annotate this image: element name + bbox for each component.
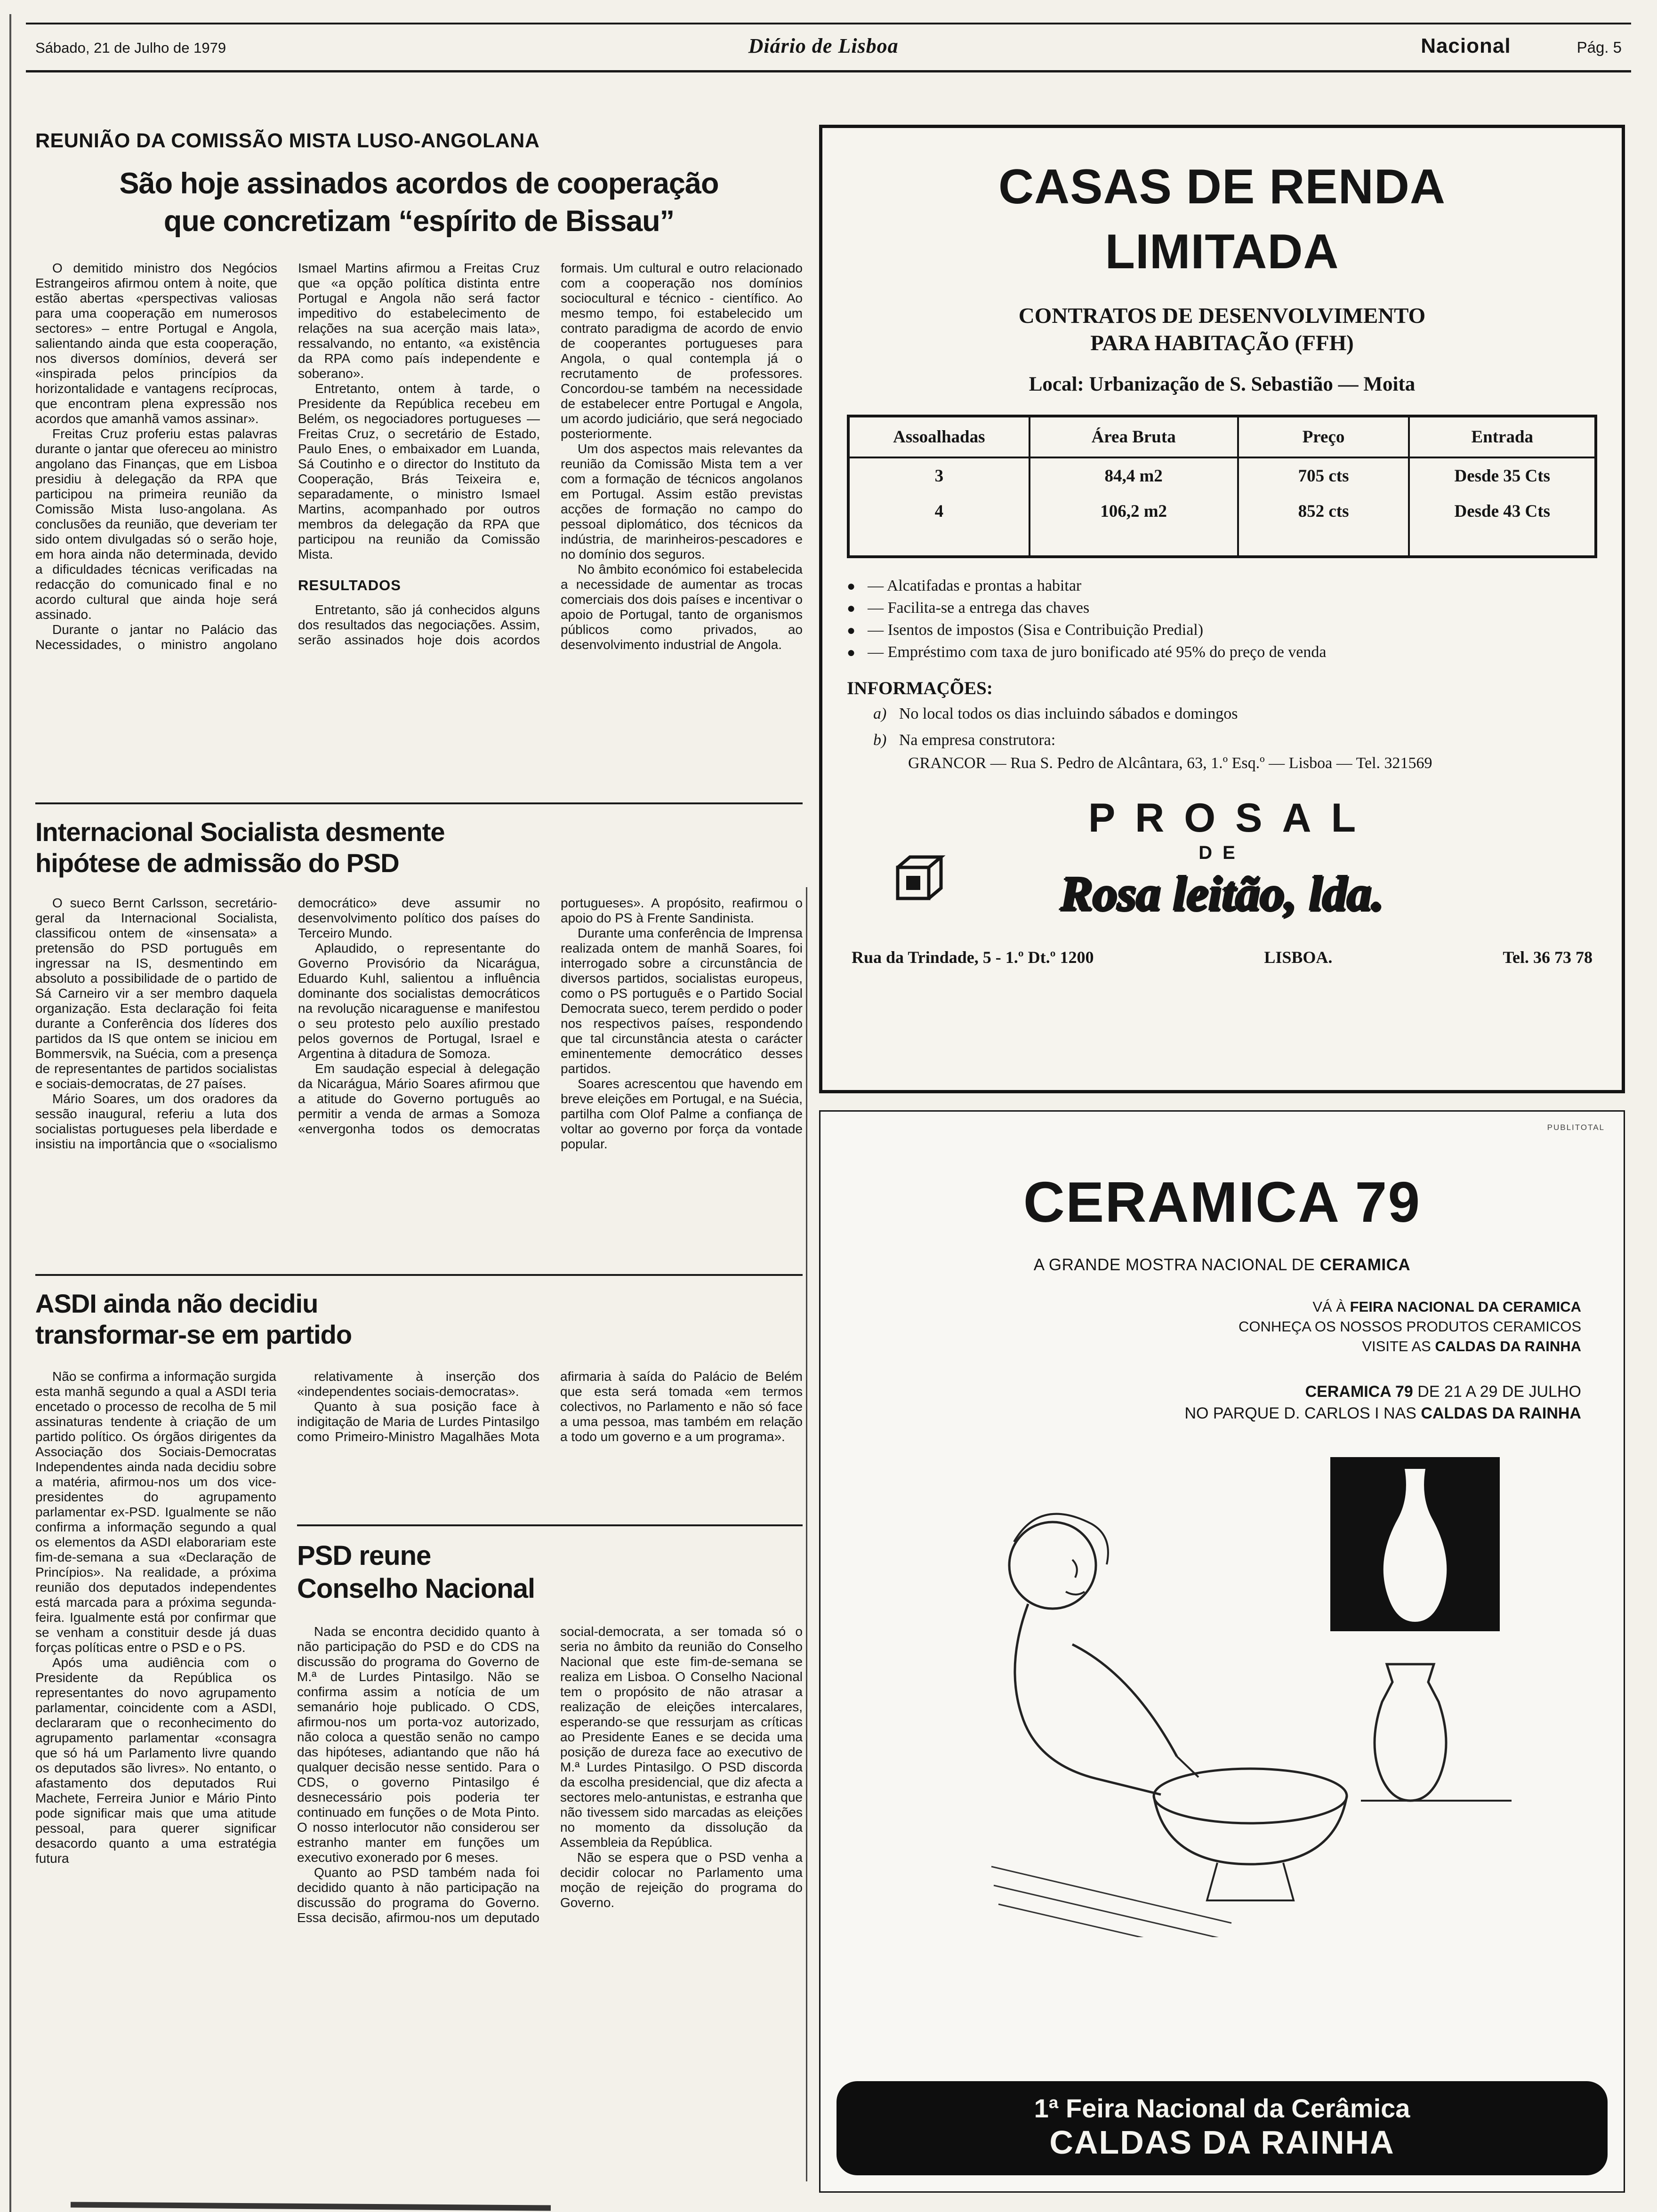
ad-ceramica-79 [819,1110,1625,2193]
paragraph: Após uma audiência com o Presidente da República os representantes do novo agrupamento parlamentar, coincidente com a ASDI, declararam que o reconhecimento do agrupamento parlamentar «consagra que só há um Parlamento livre quando os deputados são livres». No entanto, o afastamento dos deputados Rui Machete, Ferreira Junior e Mário Pinto pode significar mais que uma atitude pessoal, para querer significar desacordo quanto a uma estratégia futura [35,1655,276,1866]
article-internacional-socialista [35,802,803,1258]
ad-subtitle [847,302,1597,357]
dates-line-1 [839,1381,1581,1403]
column-divider-rule [806,887,807,2181]
list-item-text: — Isentos de impostos (Sisa e Contribuição Predial) [868,621,1204,639]
list-item [847,575,1597,597]
tagline-text: A GRANDE MOSTRA NACIONAL DE [1033,1256,1320,1274]
list-item [847,641,1597,664]
park-bold: CALDAS DA RAINHA [1421,1404,1581,1422]
paragraph: Um dos aspectos mais relevantes da reunião da Comissão Mista tem a ver com a formação de técnicos angolanos em Portugal. Assim estão previstas acções de formação no campo do pessoal diplomático, dos técnicos da indústria, de marinheiros-pescadores e no domínio dos seguros. [561,441,803,561]
asdi-column-1 [35,1369,276,1925]
invite-line-3 [839,1337,1581,1356]
publitotal-credit: PUBLITOTAL [1547,1123,1605,1132]
list-item-text: — Empréstimo com taxa de juro bonificado até 95% do preço de venda [868,643,1327,661]
list-item [847,597,1597,619]
article-headline-line2: transformar-se em partido [35,1320,352,1349]
tagline-bold: CERAMICA [1319,1256,1411,1274]
list-item [847,619,1597,641]
article-psd-conselho [297,1524,803,1925]
table-cell: 106,2 m2 [1029,494,1237,555]
info-marker: b) [873,731,887,749]
invite-text: VÁ À [1312,1298,1350,1315]
paragraph: O demitido ministro dos Negócios Estrangeiros afirmou ontem à noite, que estão abertas «perspectivas valiosas para uma cooperação em numerosos sectores» – entre Portugal e Angola, salientando ainda que esta cooperação, nos diversos domínios, deverá ser «inspirada pelos princípios da horizontalidade e vantagens recíprocas, que encontram plena expressão nos acordos que amanhã vamos assinar». [35,261,277,426]
paragraph: Quanto ao PSD também nada foi decidido quanto à não participação na discussão do programa do Governo. Essa decisão, afirmou-nos um deputado social-democrata, a ser tomada só o seria no âmbito da reunião do Conselho Nacional que este fim-de-semana se realiza em Lisboa. O Conselho Nacional tem o propósito de não atrasar a realização de eleições intercalares, esperando-se que ressurjam as críticas ao Presidente Eanes e se decida uma posição de dureza face ao executivo de M.ª Lurdes Pintasilgo. O PSD discorda da escolha presidencial, que diz afecta a sectores melo-antunistas, e estranha que não tivessem sido marcadas as eleições no momento da dissolução da Assembleia da República. [297,1624,803,1925]
ceramics-illustration [839,1452,1605,1940]
bullet-icon: ● [847,601,856,616]
table-cell: 4 [934,502,944,521]
paragraph: Durante uma conferência de Imprensa realizada ontem de manhã Soares, foi interrogado sobre a circunstância de diversos partidos, socialistas europeus, como o PS português e o Partido Social Democrata sueco, terem perdido o poder nos respectivos países, respondendo que tal circunstância atesta o carácter eminentemente democrático desses partidos. [561,926,803,1076]
page-edge-line [9,14,11,2212]
invite-bold: FEIRA NACIONAL DA CERAMICA [1350,1298,1581,1315]
paragraph: Não se confirma a informação surgida esta manhã segundo a qual a ASDI teria encetado o processo de recolha de 5 mil assinaturas tendente à criação de um partido político. Os órgãos dirigentes da Associação dos Sociais-Democratas Independentes ainda nada decidiu sobre a matéria, afirmou-nos um dos vice-presidentes do agrupamento parlamentar ex-PSD. Igualmente se não confirma a informação segundo a qual os elementos da ASDI elaborariam este fim-de-semana a sua «Declaração de Princípios». Na realidade, a próxima reunião dos deputados independentes está marcada para a próxima segunda-feira. Igualmente está por confirmar que se venham a constituir desde já duas forças políticas entre o PSD e o PS. [35,1369,276,1655]
article-acordos-cooperacao [35,129,803,785]
table-header-cell: Assoalhadas [850,417,1029,458]
paragraph: Aplaudido, o representante do Governo Provisório da Nicarágua, Eduardo Kuhl, salientou a influência dominante dos socialistas democráticos na revolução nicaraguense e manifestou o seu protesto pelo auxílio prestado pelos governos de Portugal, Israel e Argentina à ditadura de Somoza. [298,941,540,1061]
section-label: Nacional [1421,34,1511,57]
ad-tagline [839,1256,1605,1274]
paragraph: Durante o jantar no Palácio das Necessidades, o ministro angolano Ismael Martins afirmou a Freitas Cruz que «a opção política distinta entre Portugal e Angola não será factor impeditivo do estabelecimento de relações na sua acerção mais lata», ressalvando, no entanto, «a existência da RPA como país independente e soberano». [35,261,540,652]
editorial-column [35,129,803,1925]
ad-title: CERAMICA 79 [1023,1170,1421,1234]
prosal-company-name: Rosa leitão, lda. [1060,867,1384,921]
article-headline-line2: que concretizam “espírito de Bissau” [163,205,675,238]
paragraph: Mário Soares, um dos oradores da sessão inaugural, referiu a luta dos socialistas portugueses pela liberdade e insistiu na importância que o «socialismo democrático» deve assumir no desenvolvimento político dos países do Terceiro Mundo. [35,896,540,1151]
ad-subtitle-line1: CONTRATOS DE DESENVOLVIMENTO [1018,304,1426,328]
paragraph: relativamente à inserção dos «independentes sociais-democratas». [297,1369,539,1399]
table-cell: 852 cts [1237,494,1408,555]
info-text: No local todos os dias incluindo sábados e domingos [899,705,1238,722]
address-city: LISBOA. [1264,948,1333,967]
banner-line-1: 1ª Feira Nacional da Cerâmica [1034,2093,1410,2123]
paragraph: No âmbito económico foi estabelecida a necessidade de aumentar as trocas comerciais dos dois países e incentivar o apoio de Portugal, tanto de organismos públicos como privados, ao desenvolvimento industrial de Angola. [561,562,803,652]
table-cell: 705 cts [1237,458,1408,494]
paragraph: Não se espera que o PSD venha a decidir colocar no Parlamento uma moção de rejeição do programa do Governo. [560,1850,803,1910]
table-cell: Desde 43 Cts [1408,494,1594,555]
prosal-cube-icon [889,851,946,910]
dates-line-2 [839,1403,1581,1424]
paragraph: Entretanto, ontem à tarde, o Presidente da República recebeu em Belém, os negociadores portugueses — Freitas Cruz, o secretário de Estado, Paulo Enes, o embaixador em Luanda, Sá Coutinho e o director do Instituto da Cooperação, Brás Teixeira e, separadamente, o ministro Ismael Martins, acompanhado por outros membros da delegação da RPA que participou na reunião da Comissão Mista. [298,381,540,561]
paragraph: Nada se encontra decidido quanto à não participação do PSD e do CDS na discussão do programa do Governo de M.ª de Lurdes Pintasilgo. Não se confirma assim a notícia de um semanário hoje publicado. O CDS, afirmou-nos um porta-voz autorizado, não coloca a questão senão no campo das hipóteses, adiantando que não há qualquer decisão nesse sentido. Para o CDS, o governo Pintasilgo é desnecessário pois poderia ter continuado em funções o de Mota Pinto. O nosso interlocutor não considerou ser estranho manter em funções um executivo exonerado por 6 meses. [297,1624,539,1865]
address-phone: Tel. 36 73 78 [1503,948,1593,967]
article-headline-line1: Internacional Socialista desmente [35,817,445,847]
article-headline-line1: PSD reune [297,1540,431,1571]
article-headline-line1: São hoje assinados acordos de cooperação [119,167,719,200]
scan-artifact [71,2202,551,2211]
ad-title-line2: LIMITADA [1105,224,1339,279]
paragraph: Freitas Cruz proferiu estas palavras durante o jantar que ofereceu ao ministro angolano das Finanças, que em Lisboa presidiu à delegação da RPA que participou na primeira reunião da Comissão Mista luso-angolana. As conclusões da reunião, que deveriam ter sido ontem divulgadas só o serão hoje, em hora ainda não determinada, devido a dificuldades técnicas verificadas na redacção do comunicado final e no acordo cultural que ainda hoje será assinado. [35,426,277,622]
ad-subtitle-line2: PARA HABITAÇÃO (FFH) [1090,331,1354,355]
paragraph: O sueco Bernt Carlsson, secretário-geral da Internacional Socialista, classificou ontem de «insensata» a pretensão do PSD português em ingressar na IS, desmentindo em absoluto a possibilidade de o partido de Sá Carneiro vir a ser membro daquela organização. Esta declaração foi feita durante a Conferência dos líderes dos partidos da IS que ontem se iniciou em Bommersvik, na Suécia, com a presença de representantes de partidos socialistas e sociais-democratas, de 27 países. [35,896,277,1091]
table-header-cell: Preço [1237,417,1408,458]
list-item-text: — Alcatifadas e prontas a habitar [868,577,1082,594]
address-street: Rua da Trindade, 5 - 1.º Dt.º 1200 [852,948,1094,967]
page-number: Pág. 5 [1577,39,1622,56]
paragraph: Entretanto, são já conhecidos alguns dos resultados das negociações. Assim, serão assinados hoje dois acordos formais. Um cultural e outro relacionado com a cooperação nos domínios sociocultural e técnico - científico. Ao mesmo tempo, foi estabelecido um contrato paradigma de acordo de envio de cooperantes portugueses para Angola, o qual contempla já o recrutamento de professores. Concordou-se também na necessidade de estabelecer entre Portugal e Angola, um acordo judiciário, que será negociado posteriormente. [298,261,803,647]
article-asdi [35,1274,803,1925]
info-title: INFORMAÇÕES: [847,678,993,698]
article-body [35,1369,803,1925]
prosal-wordmark: PROSAL [1088,795,1376,841]
invite-bold: CALDAS DA RAINHA [1435,1338,1581,1354]
bullet-icon: ● [847,645,856,660]
ad-title-line1: CASAS DE RENDA [998,160,1446,214]
advertising-column [819,125,1625,2193]
paragraph: Quanto à sua posição face à indigitação de Maria de Lurdes Pintasilgo como Primeiro-Ministro Magalhães Mota afirmaria à saída do Palácio de Belém que esta será tomada «em termos colectivos, no Parlamento e não só face a uma pessoa, mas também em relação a todo um governo e a um programa». [297,1369,803,1444]
header-date: Sábado, 21 de Julho de 1979 [35,40,226,56]
banner-line-2: CALDAS DA RAINHA [1049,2124,1395,2161]
info-text: Na empresa construtora: [899,731,1056,749]
list-item-text: — Facilita-se a entrega das chaves [868,599,1090,617]
dates-text: DE 21 A 29 DE JULHO [1413,1383,1581,1401]
info-item-a [873,703,1597,725]
ad-invite-block [839,1297,1605,1356]
ad-dates-block [839,1381,1605,1424]
bullet-icon: ● [847,578,856,594]
masthead: Diário de Lisboa [748,34,899,57]
header-right-group [1421,34,1622,58]
ad-casas-de-renda [819,125,1625,1093]
table-header-cell: Entrada [1408,417,1594,458]
table-cell: Desde 35 Cts [1408,458,1594,494]
feature-list [847,575,1597,664]
paragraph: Soares acrescentou que havendo em breve eleições em Portugal, e na Suécia, partilha com Olof Palme a confiança de voltar ao governo por força da vontade popular. [561,1076,803,1151]
price-table [847,415,1597,558]
bullet-icon: ● [847,623,856,638]
ad-location-line: Local: Urbanização de S. Sebastião — Moita [1029,373,1416,395]
article-subhead: RESULTADOS [298,577,401,593]
article-kicker: REUNIÃO DA COMISSÃO MISTA LUSO-ANGOLANA [35,129,540,152]
invite-line-2: CONHEÇA OS NOSSOS PRODUTOS CERAMICOS [1238,1318,1581,1335]
prosal-address-line [847,947,1597,967]
info-marker: a) [873,705,887,722]
table-cell: 3 [934,466,944,486]
park-text: NO PARQUE D. CARLOS I NAS [1184,1404,1421,1422]
article-headline-line2: Conselho Nacional [297,1573,535,1604]
info-item-b [873,729,1597,752]
prosal-logo-block [847,795,1597,920]
ad-footer-banner [837,2081,1608,2175]
article-headline-line1: ASDI ainda não decidiu [35,1289,318,1318]
paragraph: Em saudação especial à delegação da Nicarágua, Mário Soares afirmou que a atitude do Governo português ao permitir a venda de armas a Somoza «envergonha todos os democratas portugueses». A propósito, reafirmou o apoio do PS à Frente Sandinista. [298,896,803,1136]
page-header [26,23,1631,72]
article-body [35,896,803,1258]
article-body [35,261,803,785]
dates-bold: CERAMICA 79 [1305,1383,1413,1401]
table-header-cell: Área Bruta [1029,417,1237,458]
article-body [297,1624,803,1925]
asdi-columns-2-3 [297,1369,803,1510]
invite-text: VISITE AS [1362,1338,1435,1354]
prosal-de-label: DE [1199,842,1246,863]
table-cell: 84,4 m2 [1029,458,1237,494]
article-headline-line2: hipótese de admissão do PSD [35,848,399,878]
asdi-right-area [297,1369,803,1925]
builder-contact-line: GRANCOR — Rua S. Pedro de Alcântara, 63, 1.º Esq.º — Lisboa — Tel. 321569 [908,754,1432,772]
invite-line-1 [839,1297,1581,1317]
